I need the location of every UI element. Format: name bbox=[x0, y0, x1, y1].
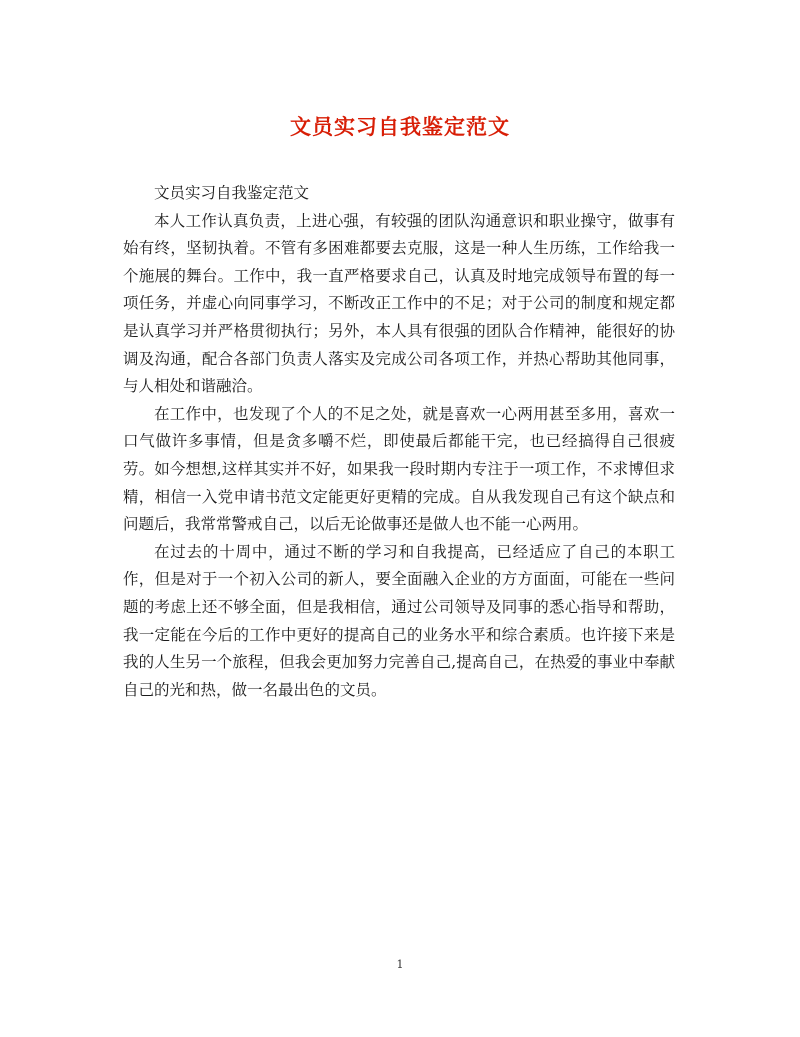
document-body bbox=[123, 180, 675, 704]
page-number: 1 bbox=[396, 958, 404, 971]
body-paragraph-heading: 文员实习自我鉴定范文 bbox=[154, 184, 310, 202]
body-paragraph: 本人工作认真负责，上进心强，有较强的团队沟通意识和职业操守，做事有始有终，坚韧执着。不管有多困难都要去克服，这是一种人生历练，工作给我一个施展的舞台。工作中，我一直严格要求自己，认真及时地完成领导布置的每一项任务，并虚心向同事学习，不断改正工作中的不足；对于公司的制度和规定都是认真学习并严格贯彻执行；另外，本人具有很强的团队合作精神，能很好的协调及沟通，配合各部门负责人落实及完成公司各项工作，并热心帮助其他同事，与人相处和谐融洽。 bbox=[123, 211, 675, 396]
body-paragraph: 在过去的十周中，通过不断的学习和自我提高，已经适应了自己的本职工作，但是对于一个初入公司的新人，要全面融入企业的方方面面，可能在一些问题的考虑上还不够全面，但是我相信，通过公司领导及同事的悉心指导和帮助，我一定能在今后的工作中更好的提高自己的业务水平和综合素质。也许接下来是我的人生另一个旅程，但我会更加努力完善自己,提高自己，在热爱的事业中奉献自己的光和热，做一名最出色的文员。 bbox=[123, 542, 675, 699]
document-title: 文员实习自我鉴定范文 bbox=[290, 114, 510, 139]
body-paragraph: 在工作中，也发现了个人的不足之处，就是喜欢一心两用甚至多用，喜欢一口气做许多事情，但是贪多嚼不烂，即使最后都能干完，也已经搞得自己很疲劳。如今想想,这样其实并不好，如果我一段时期内专注于一项工作，不求博但求精，相信一入党申请书范文定能更好更精的完成。自从我发现自己有这个缺点和问题后，我常常警戒自己，以后无论做事还是做人也不能一心两用。 bbox=[123, 404, 675, 534]
